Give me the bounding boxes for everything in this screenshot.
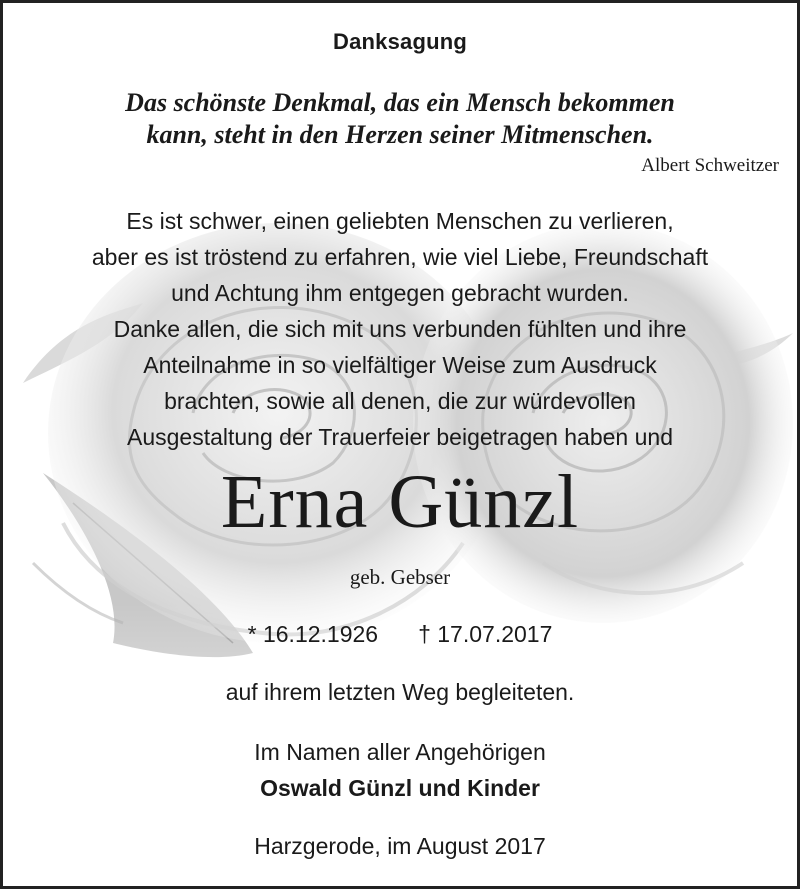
death-date: † 17.07.2017 [418, 621, 553, 647]
message-line: und Achtung ihm entgegen gebracht wurden. [171, 280, 629, 306]
message [3, 203, 797, 455]
message-line: aber es ist tröstend zu erfahren, wie viel Liebe, Freundschaft [91, 244, 709, 270]
signature-intro: Im Namen aller Angehörigen [254, 739, 546, 765]
message-line: Ausgestaltung der Trauerfeier beigetragen haben und [126, 424, 673, 450]
quote [3, 87, 797, 151]
maiden-name: geb. Gebser [349, 565, 451, 589]
life-dates [3, 621, 797, 648]
quote-author: Albert Schweitzer [641, 155, 779, 176]
closing-line: auf ihrem letzten Weg begleiteten. [225, 679, 575, 705]
birth-date: * 16.12.1926 [247, 621, 379, 647]
quote-line: Das schönste Denkmal, das ein Mensch bekommen [125, 88, 675, 117]
deceased-name: Erna Günzl [220, 460, 580, 544]
message-line: Anteilnahme in so vielfältiger Weise zum Ausdruck [143, 352, 657, 378]
heading: Danksagung [332, 29, 468, 54]
message-line: Danke allen, die sich mit uns verbunden fühlten und ihre [113, 316, 687, 342]
message-line: Es ist schwer, einen geliebten Menschen zu verlieren, [126, 208, 674, 234]
signature-family: Oswald Günzl und Kinder [260, 775, 540, 801]
message-line: brachten, sowie all denen, die zur würdevollen [164, 388, 636, 414]
place-date: Harzgerode, im August 2017 [254, 833, 546, 859]
quote-line: kann, steht in den Herzen seiner Mitmenschen. [146, 120, 654, 149]
